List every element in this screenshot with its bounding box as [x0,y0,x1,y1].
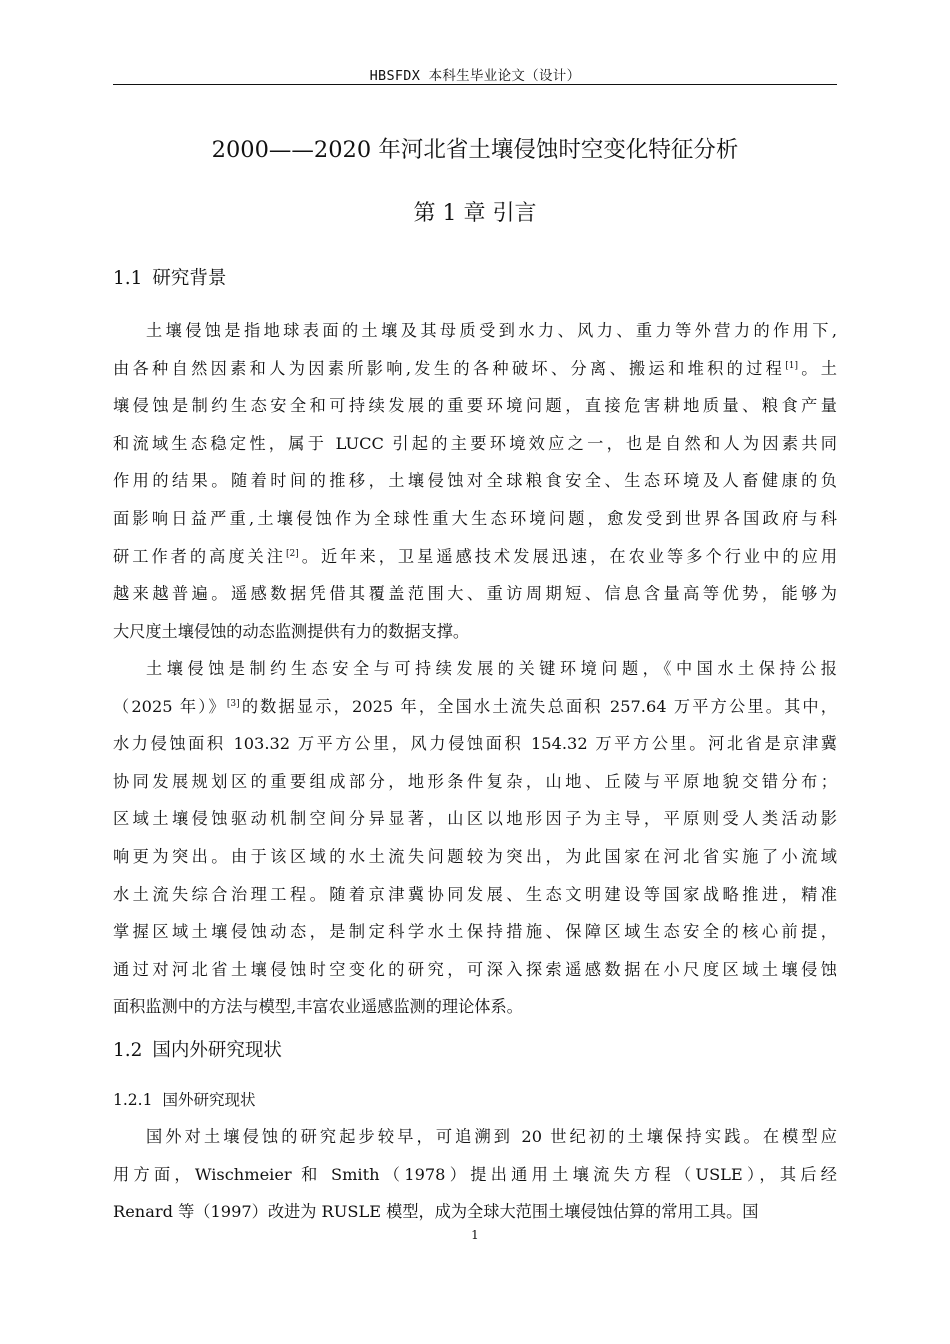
text-line [113,575,837,613]
text-line [113,312,837,350]
text-line [113,763,837,801]
thesis-title: 2000——2020 年河北省土壤侵蚀时空变化特征分析 [211,137,739,163]
text-line [113,500,837,538]
section-number: 1.2 [113,1040,143,1061]
text-line [113,613,837,651]
header-rule [113,84,837,85]
text-line [113,951,837,989]
line-text: 由各种自然因素和人为因素所影响,发生的各种破坏、分离、搬运和堆积的过程 [113,358,786,378]
line-text: 越来越普遍。遥感数据凭借其覆盖范围大、重访周期短、信息含量高等优势，能够为 [113,584,837,604]
line-text: 面积监测中的方法与模型,丰富农业遥感监测的理论体系。 [113,997,523,1017]
line-text: 水力侵蚀面积 103.32 万平方公里，风力侵蚀面积 154.32 万平方公里。河北省是京津冀 [113,734,837,754]
line-text: 研工作者的高度关注 [113,546,287,566]
text-line [113,1156,837,1194]
line-text: 区域土壤侵蚀驱动机制空间分异显著，山区以地形因子为主导，平原则受人类活动影 [113,809,837,829]
citation-marker: [3] [226,698,240,709]
line-text: 掌握区域土壤侵蚀动态，是制定科学水土保持措施、保障区域生态安全的核心前提， [113,922,837,942]
section-title: 国内外研究现状 [152,1040,282,1061]
text-line [113,462,837,500]
text-line [113,688,837,726]
section-heading-1-1 [113,264,226,290]
line-text: 水土流失综合治理工程。随着京津冀协同发展、生态文明建设等国家战略推进，精准 [113,884,837,904]
text-line [113,913,837,951]
line-text: 大尺度土壤侵蚀的动态监测提供有力的数据支撑。 [113,621,470,641]
line-text: 和流域生态稳定性，属于 LUCC 引起的主要环境效应之一，也是自然和人为因素共同 [113,433,837,453]
line-text-tail: 。近年来，卫星遥感技术发展迅速，在农业等多个行业中的应用 [298,546,837,566]
text-line [113,350,837,388]
line-text: 壤侵蚀是制约生态安全和可持续发展的重要环境问题，直接危害耕地质量、粮食产量 [113,396,837,416]
section-title: 研究背景 [152,268,227,289]
section-number: 1.1 [113,268,143,289]
paragraph-background-1 [113,312,837,650]
text-line [113,650,837,688]
line-text: Renard 等（1997）改进为 RUSLE 模型，成为全球大范围土壤侵蚀估算的常用工具。国 [113,1202,759,1222]
text-line [113,387,837,425]
line-text: 用方面，Wischmeier 和 Smith（1978）提出通用土壤流失方程（USLE），其后经 [113,1164,837,1184]
line-text-tail: 。土 [797,358,837,378]
page-number: 1 [471,1228,479,1242]
running-header: HBSFDX 本科生毕业论文（设计） [369,68,581,84]
text-line [113,988,837,1026]
text-line [113,538,837,576]
line-text: 响更为突出。由于该区域的水土流失问题较为突出，为此国家在河北省实施了小流域 [113,846,837,866]
line-text: 通过对河北省土壤侵蚀时空变化的研究，可深入探索遥感数据在小尺度区域土壤侵蚀 [113,959,837,979]
line-text: 面影响日益严重,土壤侵蚀作为全球性重大生态环境问题，愈发受到世界各国政府与科 [113,508,837,528]
text-line [113,876,837,914]
line-text-tail: 的数据显示，2025 年，全国水土流失总面积 257.64 万平方公里。其中， [239,696,837,716]
chapter-heading: 第 1 章 引言 [413,201,537,226]
section-heading-1-2 [113,1036,282,1062]
text-line [113,800,837,838]
text-line [113,838,837,876]
paragraph-background-2 [113,650,837,1026]
line-text: 协同发展规划区的重要组成部分，地形条件复杂，山地、丘陵与平原地貌交错分布； [113,771,837,791]
subsection-title: 国外研究现状 [162,1091,256,1109]
citation-marker: [1] [785,360,798,371]
line-text: （2025 年）》 [113,696,227,716]
line-text: 作用的结果。随着时间的推移，土壤侵蚀对全球粮食安全、生态环境及人畜健康的负 [113,471,837,491]
subsection-number: 1.2.1 [113,1091,153,1109]
text-line [113,725,837,763]
subsection-heading-1-2-1 [113,1088,255,1110]
line-text: 国外对土壤侵蚀的研究起步较早，可追溯到 20 世纪初的土壤保持实践。在模型应 [146,1127,837,1146]
text-line [113,1193,837,1231]
text-line [113,425,837,463]
line-text: 土壤侵蚀是制约生态安全与可持续发展的关键环境问题，《中国水土保持公报 [146,659,837,678]
line-text: 土壤侵蚀是指地球表面的土壤及其母质受到水力、风力、重力等外营力的作用下, [146,321,837,340]
citation-marker: [2] [286,548,299,559]
text-line [113,1118,837,1156]
paragraph-foreign-research [113,1118,837,1231]
